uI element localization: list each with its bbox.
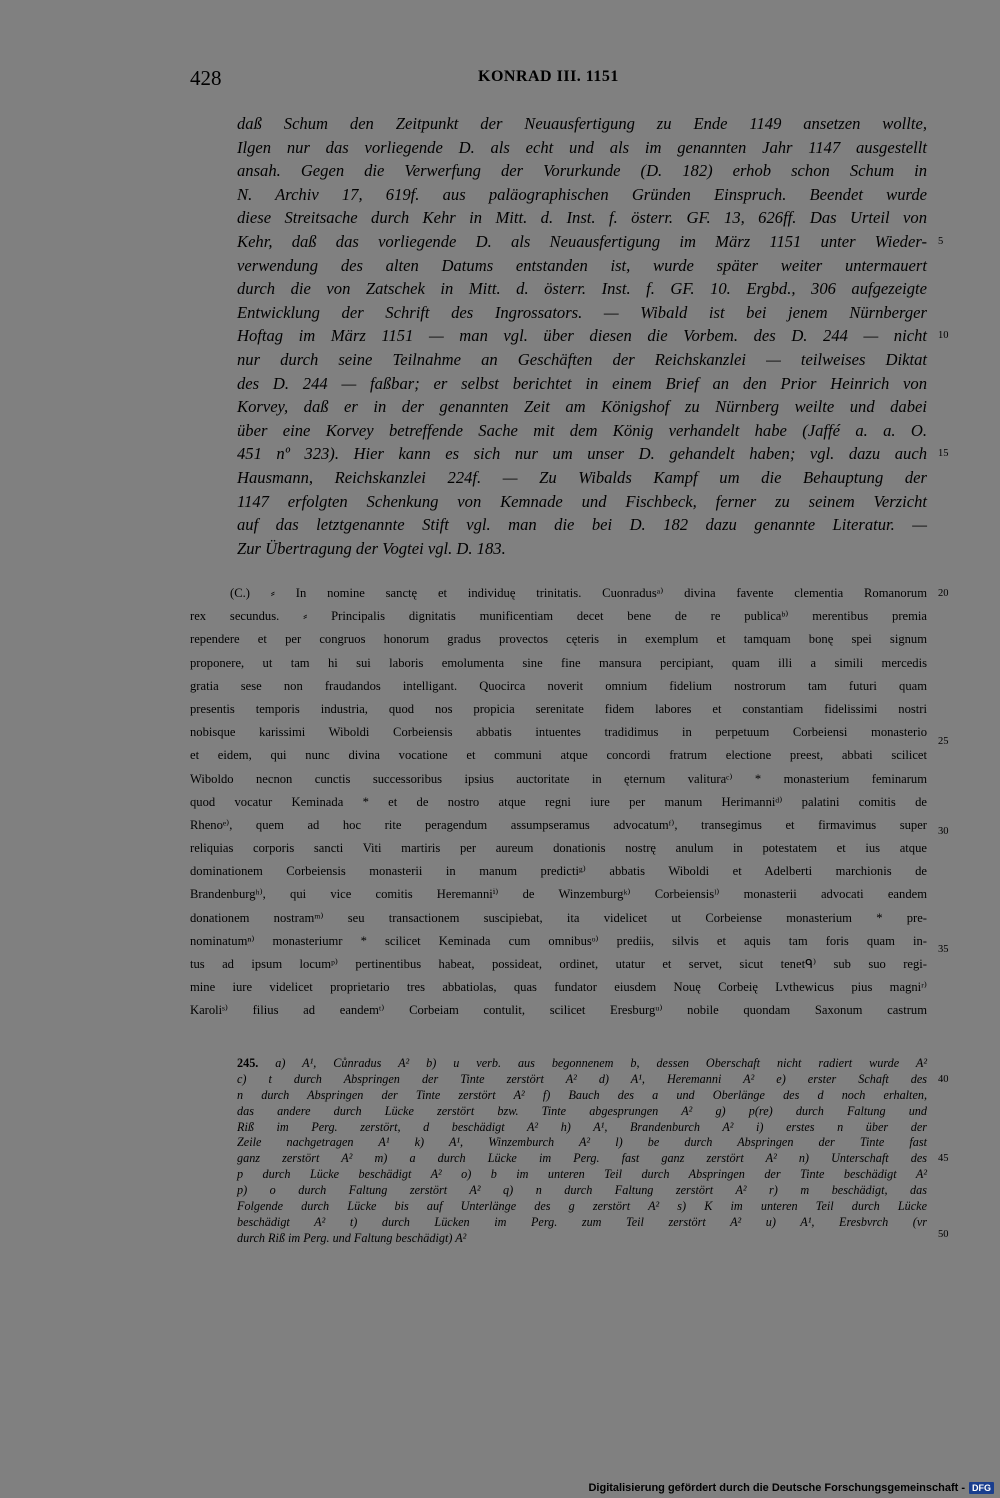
commentary-line: Entwicklung der Schrift des Ingrossators. — Wibald ist bei jenem Nürnberger — [237, 302, 927, 322]
charter-line: Rhenoᵉ⁾, quem ad hoc rite peragendum assumpseramus advocatumᶠ⁾, transegimus et firmavimus super — [190, 817, 927, 832]
note-line: ganz zerstört A² m) a durch Lücke im Perg. fast ganz zerstört A² n) Unterschaft des — [237, 1151, 927, 1166]
apparatus-notes — [237, 1056, 927, 1247]
line-number: 5 — [938, 236, 944, 247]
line-number: 20 — [938, 588, 949, 599]
note-line: p durch Lücke beschädigt A² o) b im unteren Teil durch Abspringen der Tinte beschädigt A² — [237, 1167, 927, 1182]
page-number: 428 — [190, 66, 222, 90]
charter-line: dominationem Corbeiensis monasterii in manum predictiᵍ⁾ abbatis Wiboldi et Adelberti marchionis de — [190, 864, 927, 879]
line-number: 30 — [938, 826, 949, 837]
charter-line: Wiboldo necnon cunctis successoribus ipsius auctoritate in ęternum valituraᶜ⁾ * monasterium feminarum — [190, 771, 927, 786]
commentary-line: des D. 244 — faßbar; er selbst berichtet in einem Brief an den Prior Heinrich von — [237, 373, 927, 393]
note-line: Riß im Perg. zerstört, d beschädigt A² h) A¹, Brandenburch A² i) erstes n über der — [237, 1119, 927, 1134]
note-line: Folgende durch Lücke bis auf Unterlänge des g zerstört A² s) K im unteren Teil durch Lücke — [237, 1199, 927, 1214]
footer-text: Digitalisierung gefördert durch die Deutsche Forschungsgemeinschaft - — [588, 1482, 965, 1494]
commentary-line: verwendung des alten Datums entstanden ist, wurde später weiter untermauert — [237, 255, 927, 275]
charter-line: gratia sese non fraudandos intelligant. Quocirca noverit omnium fidelium nostrorum tam futuri quam — [190, 678, 927, 693]
note-line: beschädigt A² t) durch Lücken im Perg. zum Teil zerstört A² u) A¹, Eresbvrch (vr — [237, 1214, 927, 1229]
line-number: 40 — [938, 1074, 949, 1085]
charter-line: nominatumⁿ⁾ monasteriumr * scilicet Keminada cum omnibusᵒ⁾ prediis, silvis et aquis tam foris quam in- — [190, 933, 927, 948]
commentary-line: Hausmann, Reichskanzlei 224f. — Zu Wibalds Kampf um die Behauptung der — [237, 467, 927, 487]
charter-line: nobisque karissimi Wiboldi Corbeiensis abbatis intuentes tradidimus in perpetuum Corbeiensi monasterio — [190, 725, 927, 740]
commentary-line: diese Streitsache durch Kehr in Mitt. d. Inst. f. österr. GF. 13, 626ff. Das Urteil von — [237, 208, 927, 228]
charter-line: presentis temporis industria, quod nos propicia serenitate fidem labores et constantiam fidelissimi nostri — [190, 701, 927, 716]
running-head: KONRAD III. 1151 — [478, 68, 619, 85]
line-number: 10 — [938, 330, 949, 341]
charter-text — [190, 582, 927, 1023]
commentary-line: Ilgen nur das vorliegende D. als echt und als im genannten Jahr 1147 ausgestellt — [237, 137, 927, 157]
charter-line: Brandenburgʰ⁾, qui vice comitis Heremanniⁱ⁾ de Winzemburgᵏ⁾ Corbeiensisˡ⁾ monasterii advocati eandem — [190, 887, 927, 902]
commentary-line: Hoftag im März 1151 — man vgl. über diesen die Vorbem. des D. 244 — nicht — [237, 326, 927, 346]
charter-line: reliquias corporis sancti Viti martiris per aureum donationis nostrę anulum in potestatem et ius atque — [190, 841, 927, 856]
commentary-line: daß Schum den Zeitpunkt der Neuausfertigung zu Ende 1149 ansetzen wollte, — [237, 114, 927, 133]
note-line — [237, 1056, 927, 1072]
note-line: n durch Abspringen der Tinte zerstört A² f) Bauch des a und Oberlänge des d noch erhalten, — [237, 1087, 927, 1102]
note-line: p) o durch Faltung zerstört A² q) n durch Faltung zerstört A² r) m beschädigt, das — [237, 1183, 927, 1198]
charter-line: proponere, ut tam hi sui laboris emolumenta sine fine mansura percipiant, quam illi a simili mercedis — [190, 655, 927, 670]
commentary-line: nur durch seine Teilnahme an Geschäften der Reichskanzlei — teilweises Diktat — [237, 349, 927, 369]
charter-line: mine iure videlicet proprietario tres abbatiolas, quas fundator eiusdem Nouę Corbeię Lvthewicus pius magniʳ⁾ — [190, 980, 927, 995]
dfg-logo: DFG — [969, 1482, 994, 1494]
commentary-line: über eine Korvey betreffende Sache mit dem König verhandelt habe (Jaffé a. a. O. — [237, 420, 927, 440]
commentary-line: ansah. Gegen die Verwerfung der Vorurkunde (D. 182) erhob schon Schum in — [237, 161, 927, 181]
note-line: das andere durch Lücke zerstört bzw. Tinte abgesprungen A² g) p(re) durch Faltung und — [237, 1103, 927, 1118]
note-line: Zeile nachgetragen A¹ k) A¹, Winzemburch A² l) be durch Abspringen der Tinte fast — [237, 1135, 927, 1150]
dfg-footer — [588, 1482, 994, 1494]
commentary-line: N. Archiv 17, 619f. aus paläographischen Gründen Einspruch. Beendet wurde — [237, 184, 927, 204]
charter-line: donationem nostramᵐ⁾ seu transactionem suscipiebat, ita videlicet ut Corbeiense monasterium * pre- — [190, 910, 927, 925]
line-number: 25 — [938, 736, 949, 747]
line-number: 45 — [938, 1153, 949, 1164]
commentary-line: Kehr, daß das vorliegende D. als Neuausfertigung im März 1151 unter Wieder- — [237, 231, 927, 251]
note-line: c) t durch Abspringen der Tinte zerstört A² d) A¹, Heremanni A² e) erster Schaft des — [237, 1071, 927, 1086]
line-number: 15 — [938, 448, 949, 459]
charter-line: (C.) ⸗ In nomine sanctę et individuę trinitatis. Cuonradusᵃ⁾ divina favente clementia Romanorum — [230, 586, 927, 600]
commentary-line: auf das letztgenannte Stift vgl. man die bei D. 182 dazu genannte Literatur. — — [237, 515, 927, 535]
commentary-block — [237, 112, 927, 560]
note-number: 245. — [237, 1056, 276, 1070]
commentary-line: Zur Übertragung der Vogtei vgl. D. 183. — [237, 538, 506, 558]
charter-line: et eidem, qui nunc divina vocatione et communi atque concordi fratrum electione preest, abbati scilicet — [190, 748, 927, 763]
charter-line: quod vocatur Keminada * et de nostro atque regni iure per manum Herimanniᵈ⁾ palatini comitis de — [190, 794, 927, 809]
commentary-line: 451 nº 323). Hier kann es sich nur um unser D. gehandelt haben; vgl. dazu auch — [237, 444, 927, 464]
line-number: 50 — [938, 1229, 949, 1240]
commentary-line: Korvey, daß er in der genannten Zeit am Königshof zu Nürnberg weilte und dabei — [237, 397, 927, 417]
commentary-line: durch die von Zatschek in Mitt. d. österr. Inst. f. GF. 10. Ergbd., 306 aufgezeigte — [237, 279, 927, 299]
commentary-line: 1147 erfolgten Schenkung von Kemnade und Fischbeck, ferner zu seinem Verzicht — [237, 491, 927, 511]
charter-line: Karoliˢ⁾ filius ad eandemᵗ⁾ Corbeiam contulit, scilicet Eresburgᵘ⁾ nobile quondam Saxonum castrum — [190, 1003, 927, 1018]
charter-line: rex secundus. ⸗ Principalis dignitatis munificentiam decet bene de re publicaᵇ⁾ merentibus premia — [190, 609, 927, 624]
note-line: durch Riß im Perg. und Faltung beschädigt) A² — [237, 1230, 467, 1245]
line-number: 35 — [938, 944, 949, 955]
charter-line: tus ad ipsum locumᵖ⁾ pertinentibus habeat, possideat, ordinet, utatur et servet, sicut tenetᑫ⁾ sub suo regi- — [190, 957, 927, 971]
charter-line: rependere et per congruos honorum gradus provectos cęteris in exemplum et tamquam bonę spei signum — [190, 632, 927, 647]
note-text: a) A¹, Cůnradus A² b) u verb. aus begonnenem b, dessen Oberschaft nicht radiert wurde A² — [275, 1056, 927, 1070]
